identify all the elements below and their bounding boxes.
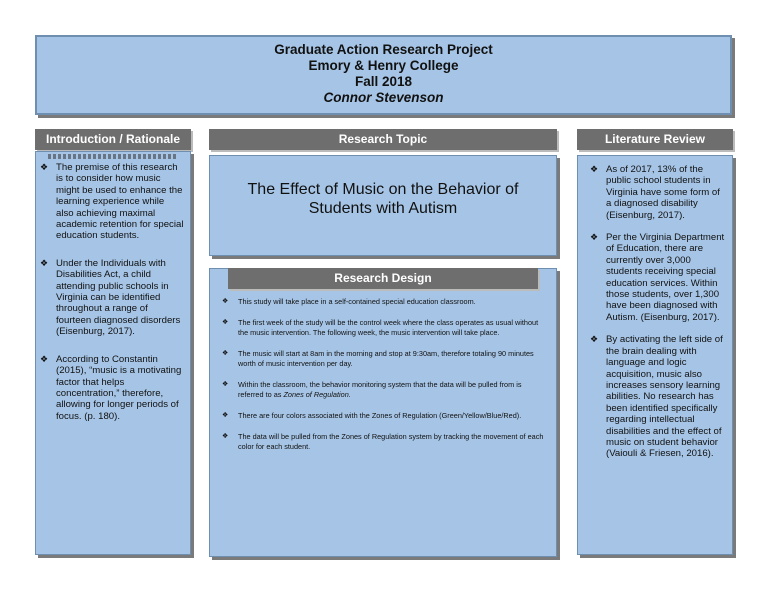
intro-list (40, 162, 184, 422)
diamond-bullet-icon: ❖ (590, 334, 599, 345)
research-topic-title: The Effect of Music on the Behavior of Students with Autism (247, 181, 519, 217)
header-author: Connor Stevenson (323, 90, 444, 105)
header-title: Graduate Action Research Project (274, 42, 493, 57)
diamond-bullet-icon: ❖ (222, 350, 229, 357)
list-item: ❖ The music will start at 8am in the morning and stop at 9:30am, therefore totaling 90 minutes worth of music intervention per day. (222, 349, 534, 368)
literature-heading: Literature Review (577, 129, 733, 150)
list-item: ❖ Per the Virginia Department of Education, there are currently over 3,000 students receiving special education services. Within those students, over 1,300 have been diagnosed with Autism. (Eisenburg, 2017). (590, 232, 725, 323)
topic-heading: Research Topic (209, 129, 557, 150)
diamond-bullet-icon: ❖ (222, 381, 229, 388)
header-term: Fall 2018 (354, 74, 413, 89)
diamond-bullet-icon: ❖ (222, 433, 229, 440)
list-item: ❖ Under the Individuals with Disabilities Act, a child attending public schools in Virginia can be identified throughout a range of fourteen diagnosed disorders (Eisenburg, 2017). (40, 257, 181, 338)
diamond-bullet-icon: ❖ (40, 353, 49, 364)
list-item: ❖ There are four colors associated with the Zones of Regulation (Green/Yellow/Blue/Red). (222, 411, 522, 420)
design-panel (209, 268, 557, 557)
list-item: ❖ By activating the left side of the brain dealing with language and logic acquisition, music also increases sensory learning abilities. No research has been identified specifically regarding intellectual disabilities and the effect of music on student behavior (Vaiouli & Friesen, 2016). (590, 334, 723, 460)
design-list (222, 297, 546, 452)
list-item: ❖ The premise of this research is to consider how music might be used to enhance the learning experience while also achieving maximal academic retention for special education students. (40, 162, 184, 242)
diamond-bullet-icon: ❖ (222, 319, 229, 326)
diamond-bullet-icon: ❖ (590, 164, 599, 174)
faint-heading-residue (48, 154, 176, 159)
poster-header (35, 35, 732, 115)
design-heading: Research Design (228, 268, 538, 289)
list-item: ❖ The data will be pulled from the Zones of Regulation system by tracking the movement of each color for each student. (222, 432, 544, 451)
list-item: ❖ This study will take place in a self-contained special education classroom. (222, 297, 476, 306)
diamond-bullet-icon: ❖ (40, 162, 49, 172)
list-item: ❖ Within the classroom, the behavior monitoring system that the data will be pulled from is referred to as Zones of Regulation. (222, 380, 522, 399)
diamond-bullet-icon: ❖ (222, 412, 229, 419)
diamond-bullet-icon: ❖ (222, 298, 229, 305)
topic-panel (209, 155, 557, 256)
intro-heading: Introduction / Rationale (35, 129, 191, 150)
list-item: ❖ According to Constantin (2015), “music is a motivating factor that helps concentration,” therefore, allowing for longer periods of focus. (p. 180). (40, 353, 182, 422)
literature-panel (577, 155, 733, 555)
diamond-bullet-icon: ❖ (590, 232, 599, 243)
diamond-bullet-icon: ❖ (40, 257, 49, 268)
list-item: ❖ The first week of the study will be the control week where the class operates as usual without the music intervention. The following week, the music intervention will take place. (222, 318, 539, 337)
literature-list (590, 164, 726, 460)
list-item: ❖ As of 2017, 13% of the public school students in Virginia have some form of a diagnosed disability (Eisenburg, 2017). (590, 164, 720, 221)
header-college: Emory & Henry College (308, 58, 459, 73)
intro-panel (35, 151, 191, 555)
